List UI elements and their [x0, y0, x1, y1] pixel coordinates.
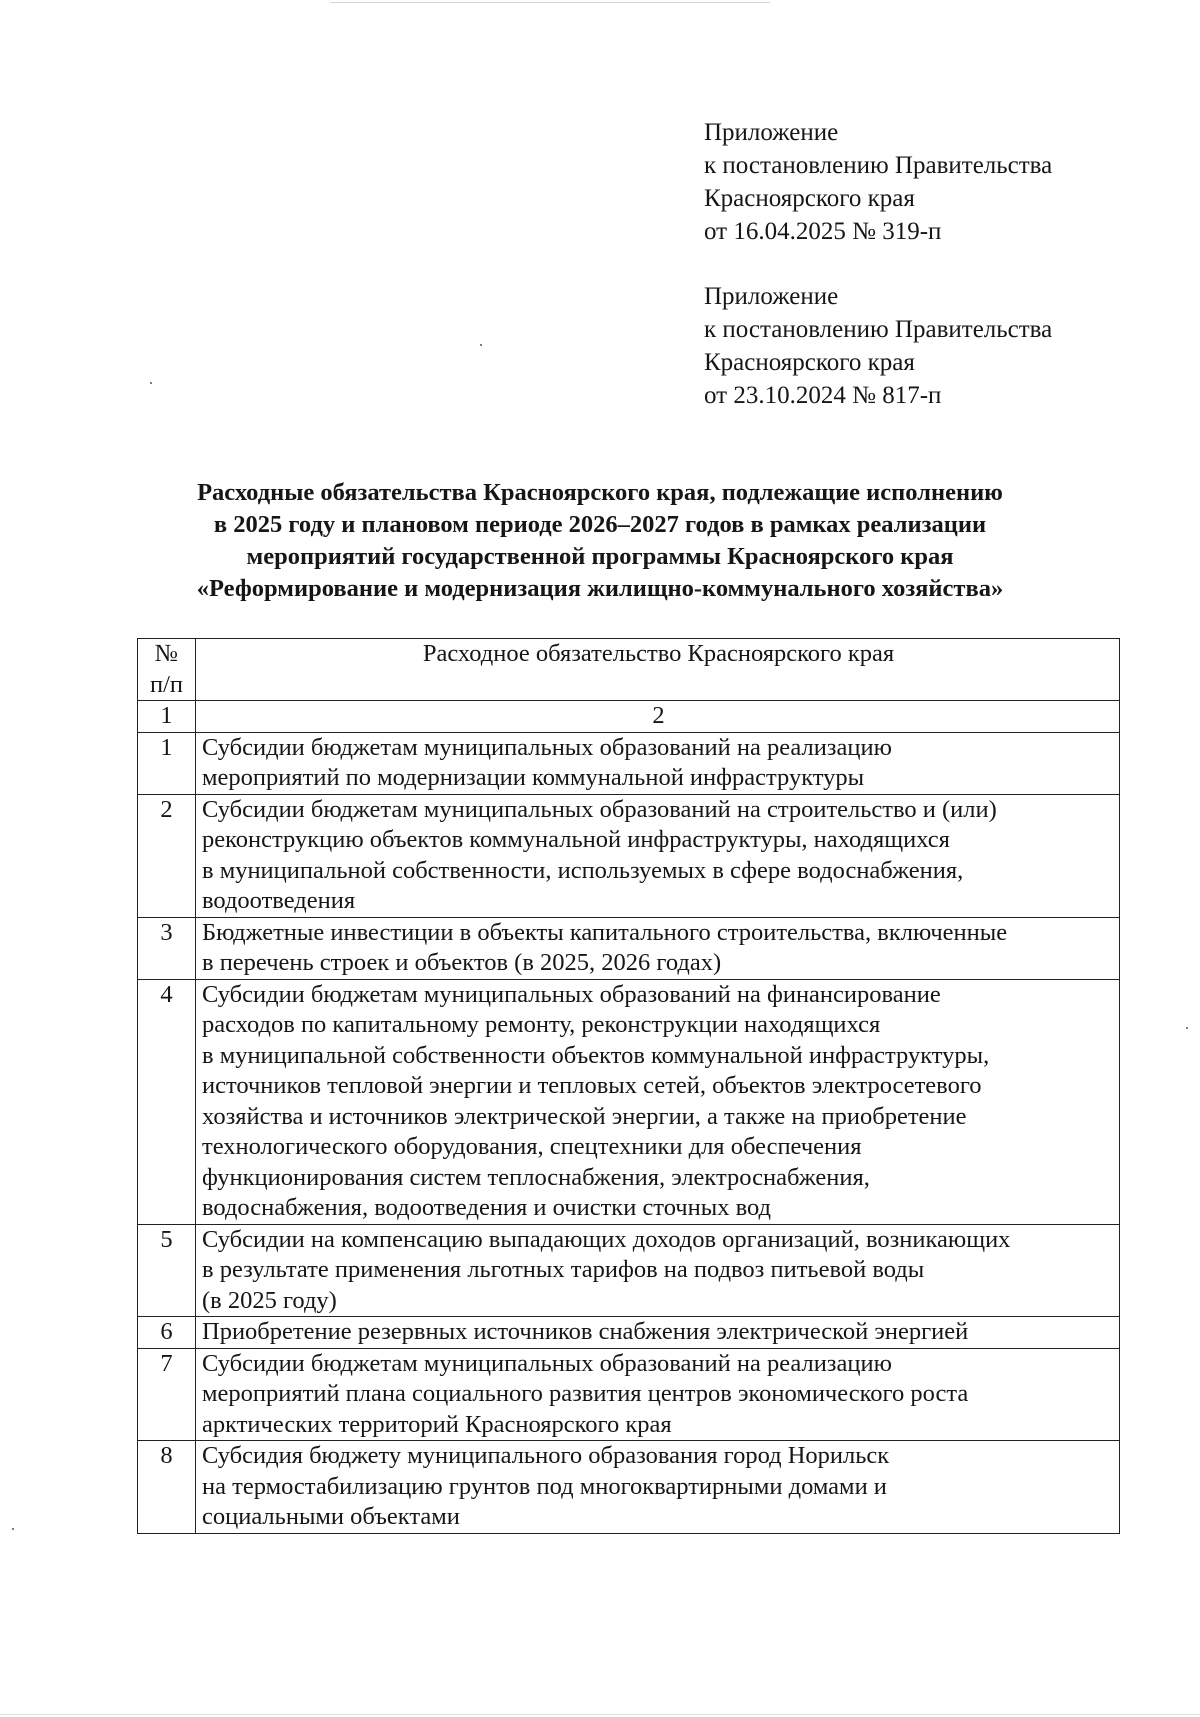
cell-line: социальными объектами [202, 1503, 460, 1530]
appendix-block-original [704, 280, 1052, 412]
row-obligation-cell [196, 917, 1120, 979]
title-line: «Реформирование и модернизация жилищно-коммунального хозяйства» [196, 575, 1004, 602]
row-number-cell: 8 [138, 1441, 196, 1534]
cell-line: Субсидия бюджету муниципального образования город Норильск [202, 1442, 890, 1469]
appendix-line: Приложение [704, 283, 839, 310]
scan-artifact-top [330, 2, 770, 3]
column-number-cell: 1 [138, 701, 196, 733]
row-number-cell: 5 [138, 1224, 196, 1317]
row-number-cell: 4 [138, 979, 196, 1224]
row-obligation-cell [196, 732, 1120, 794]
cell-line: на термостабилизацию грунтов под многоквартирными домами и [202, 1472, 887, 1500]
table-row [138, 1224, 1120, 1317]
cell-line: в муниципальной собственности объектов коммунальной инфраструктуры, [202, 1041, 990, 1069]
cell-line: мероприятий по модернизации коммунальной инфраструктуры [202, 764, 865, 791]
row-number-cell: 6 [138, 1317, 196, 1349]
cell-line: арктических территорий Красноярского края [202, 1410, 672, 1438]
table-row [138, 979, 1120, 1224]
cell-line: Бюджетные инвестиции в объекты капитального строительства, включенные [202, 918, 1008, 946]
cell-line: источников тепловой энергии и тепловых сетей, объектов электросетевого [202, 1072, 982, 1099]
cell-line: водоотведения [202, 887, 356, 914]
scan-artifact-bottom [0, 1714, 1200, 1715]
cell-line: водоснабжения, водоотведения и очистки сточных вод [202, 1194, 771, 1221]
cell-line: в результате применения льготных тарифов на подвоз питьевой воды [202, 1256, 925, 1283]
row-obligation-cell [196, 1348, 1120, 1441]
cell-line: расходов по капитальному ремонту, реконструкции находящихся [202, 1011, 881, 1038]
table-row [138, 917, 1120, 979]
cell-line: Субсидии бюджетам муниципальных образований на реализацию [202, 1349, 892, 1377]
cell-line: Субсидии бюджетам муниципальных образований на строительство и (или) [202, 795, 997, 823]
cell-line: Субсидии бюджетам муниципальных образований на финансирование [202, 980, 941, 1008]
row-obligation-cell [196, 1441, 1120, 1534]
header-number-line: № [154, 640, 179, 667]
cell-line: технологического оборудования, спецтехники для обеспечения [202, 1133, 862, 1160]
scan-speck [1186, 1027, 1188, 1029]
cell-line: хозяйства и источников электрической энергии, а также на приобретение [202, 1102, 967, 1130]
title-line: в 2025 году и плановом периоде 2026–2027 годов в рамках реализации [213, 511, 987, 538]
header-obligation-cell: Расходное обязательство Красноярского края [196, 639, 1120, 701]
appendix-line: к постановлению Правительства [704, 152, 1053, 179]
obligations-table [137, 638, 1120, 1534]
scan-speck [150, 382, 152, 384]
cell-line: мероприятий плана социального развития центров экономического роста [202, 1380, 969, 1407]
row-number-cell: 2 [138, 794, 196, 917]
table-row [138, 1441, 1120, 1534]
table-header-row [138, 639, 1120, 701]
cell-line: в муниципальной собственности, используемых в сфере водоснабжения, [202, 856, 964, 884]
row-obligation-cell [196, 794, 1120, 917]
cell-line: (в 2025 году) [202, 1286, 337, 1314]
title-line: мероприятий государственной программы Красноярского края [246, 543, 954, 570]
table-row [138, 794, 1120, 917]
scan-speck [12, 1528, 14, 1530]
cell-line: Субсидии на компенсацию выпадающих доходов организаций, возникающих [202, 1225, 1011, 1253]
table-row [138, 732, 1120, 794]
table-row [138, 1348, 1120, 1441]
header-number-cell [138, 639, 196, 701]
scan-speck [480, 344, 482, 346]
cell-line: Субсидии бюджетам муниципальных образований на реализацию [202, 733, 892, 761]
appendix-block-current [704, 116, 1052, 248]
row-number-cell: 1 [138, 732, 196, 794]
column-number-row [138, 701, 1120, 733]
row-obligation-cell [196, 1224, 1120, 1317]
cell-line: функционирования систем теплоснабжения, электроснабжения, [202, 1163, 870, 1191]
row-obligation-cell [196, 979, 1120, 1224]
cell-line: Приобретение резервных источников снабжения электрической энергией [202, 1318, 969, 1345]
appendix-line: Приложение [704, 119, 839, 146]
cell-line: реконструкцию объектов коммунальной инфраструктуры, находящихся [202, 826, 950, 853]
document-title [100, 477, 1100, 605]
cell-line: в перечень строек и объектов (в 2025, 2026 годах) [202, 949, 722, 976]
column-number-cell: 2 [196, 701, 1120, 733]
header-number-line: п/п [149, 670, 184, 698]
row-obligation-cell [196, 1317, 1120, 1349]
appendix-line: от 16.04.2025 № 319-п [704, 218, 942, 245]
row-number-cell: 3 [138, 917, 196, 979]
appendix-line: Красноярского края [704, 349, 915, 376]
title-line: Расходные обязательства Красноярского края, подлежащие исполнению [197, 479, 1003, 506]
appendix-line: Красноярского края [704, 185, 915, 212]
appendix-line: к постановлению Правительства [704, 316, 1053, 343]
appendix-line: от 23.10.2024 № 817-п [704, 382, 942, 409]
row-number-cell: 7 [138, 1348, 196, 1441]
table-row [138, 1317, 1120, 1349]
